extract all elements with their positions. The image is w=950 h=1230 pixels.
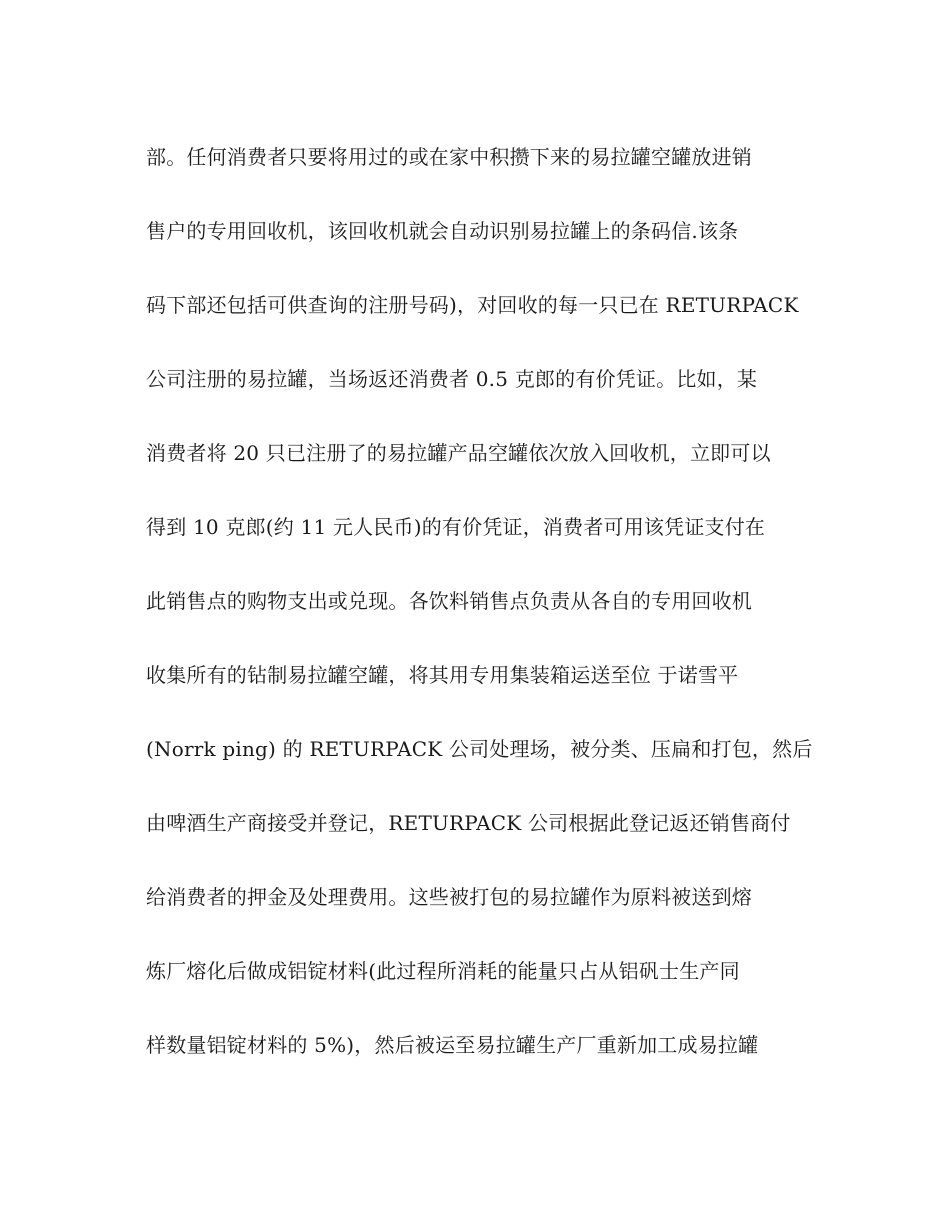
paragraph-line: 样数量铝锭材料的 5%)，然后被运至易拉罐生产厂重新加工成易拉罐: [146, 1033, 759, 1057]
paragraph-line: 此销售点的购物支出或兑现。各饮料销售点负责从各自的专用回收机: [146, 589, 752, 613]
paragraph-line: 得到 10 克郎(约 11 元人民币)的有价凭证，消费者可用该凭证支付在: [146, 515, 766, 539]
paragraph-line: 消费者将 20 只已注册了的易拉罐产品空罐依次放入回收机，立即可以: [146, 441, 771, 465]
paragraph-line: (Norrk ping) 的 RETURPACK 公司处理场，被分类、压扁和打包，然后: [146, 737, 813, 761]
paragraph-line: 收集所有的钻制易拉罐空罐，将其用专用集装箱运送至位 于诺雪平: [146, 663, 739, 687]
paragraph-line: 炼厂熔化后做成铝锭材料(此过程所消耗的能量只占从铝矾士生产同: [146, 959, 740, 983]
paragraph-line: 部。任何消费者只要将用过的或在家中积攒下来的易拉罐空罐放进销: [146, 145, 752, 169]
paragraph-line: 由啤酒生产商接受并登记，RETURPACK 公司根据此登记返还销售商付: [146, 811, 791, 835]
paragraph-line: 给消费者的押金及处理费用。这些被打包的易拉罐作为原料被送到熔: [146, 885, 752, 909]
paragraph-line: 公司注册的易拉罐，当场返还消费者 0.5 克郎的有价凭证。比如，某: [146, 367, 758, 391]
paragraph-line: 售户的专用回收机，该回收机就会自动识别易拉罐上的条码信.该条: [146, 219, 739, 243]
paragraph-line: 码下部还包括可供查询的注册号码)，对回收的每一只已在 RETURPACK: [146, 293, 799, 317]
